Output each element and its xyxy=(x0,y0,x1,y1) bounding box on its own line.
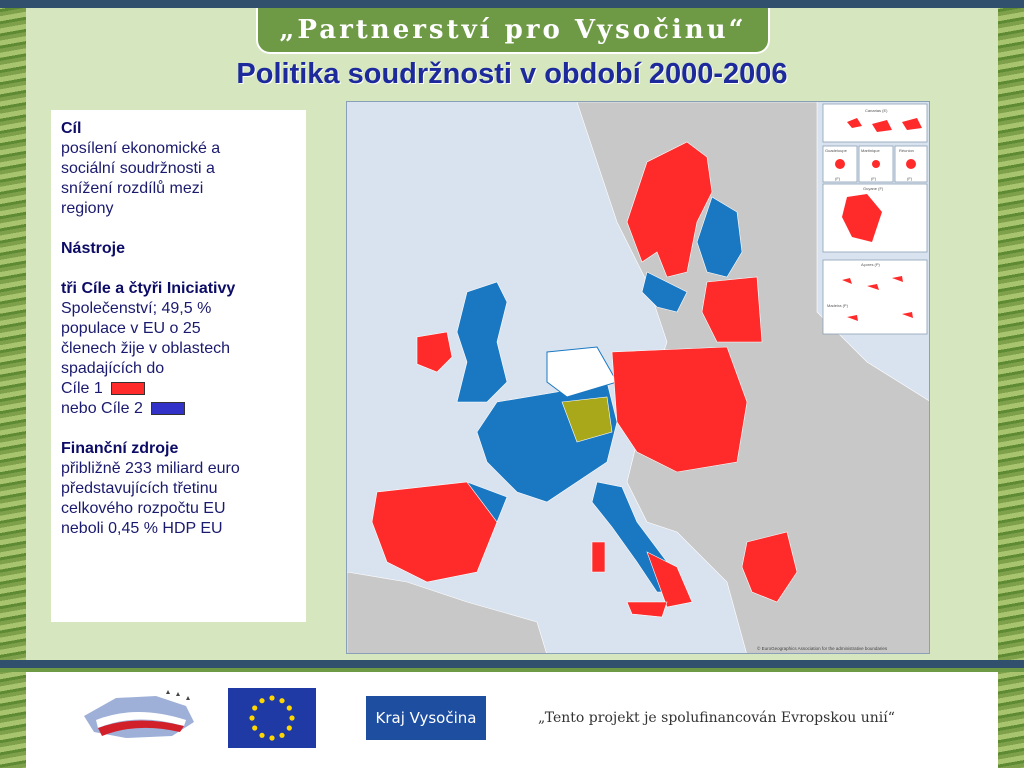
kraj-logo-text: Kraj Vysočina xyxy=(375,709,477,727)
eu-flag-logo xyxy=(228,688,316,748)
inset-label: Réunion xyxy=(899,148,914,153)
tools-line: členech žije v oblastech xyxy=(61,340,230,357)
region-sardinia xyxy=(592,542,605,572)
decorative-border-left xyxy=(0,0,26,768)
inset-martinique-island xyxy=(872,160,880,168)
finance-line: přibližně 233 miliard euro xyxy=(61,460,240,477)
inset-label: Açores (P) xyxy=(861,262,880,267)
goal-line: posílení ekonomické a xyxy=(61,140,221,157)
map-svg xyxy=(347,102,930,654)
eu-star xyxy=(252,725,257,730)
finance-line: celkového rozpočtu EU xyxy=(61,500,226,517)
eu-star xyxy=(287,705,292,710)
inset-label: Madeira (P) xyxy=(827,303,848,308)
banner-text: „Partnerství pro Vysočinu“ xyxy=(279,15,747,45)
inset-reunion-island xyxy=(906,159,916,169)
eu-star xyxy=(269,695,274,700)
decorative-border-right xyxy=(998,0,1024,768)
legend-goal1-label: Cíle 1 xyxy=(61,380,103,397)
tools-sub-heading: tři Cíle a čtyři Iniciativy xyxy=(61,280,236,297)
eu-star xyxy=(249,715,254,720)
inset-azores-madeira xyxy=(823,260,927,334)
inset-code: (F) xyxy=(871,176,877,181)
kraj-vysocina-logo xyxy=(366,696,486,740)
inset-code: (F) xyxy=(907,176,913,181)
goal-line: regiony xyxy=(61,200,114,217)
tools-line: spadajících do xyxy=(61,360,165,377)
eu-star xyxy=(279,698,284,703)
czech-presidency-logo xyxy=(76,686,202,746)
tools-line: populace v EU o 25 xyxy=(61,320,201,337)
finance-line: představujících třetinu xyxy=(61,480,218,497)
eu-star xyxy=(252,705,257,710)
slide-title: Politika soudržnosti v období 2000-2006 xyxy=(236,58,788,90)
inset-label: Guadeloupe xyxy=(825,148,847,153)
inset-label: Martinique xyxy=(861,148,880,153)
header-banner xyxy=(256,8,770,54)
goal-line: sociální soudržnosti a xyxy=(61,160,215,177)
eu-star xyxy=(287,725,292,730)
info-panel xyxy=(51,110,306,622)
eu-regions-map xyxy=(346,101,930,654)
legend-goal2-label: nebo Cíle 2 xyxy=(61,400,143,417)
inset-guadeloupe-island xyxy=(835,159,845,169)
map-copyright: © EuroGeographics Association for the administrative boundaries xyxy=(757,646,888,651)
finance-heading: Finanční zdroje xyxy=(61,440,179,457)
legend-goal1-row xyxy=(61,379,296,399)
tools-heading: Nástroje xyxy=(61,240,126,257)
goal-heading: Cíl xyxy=(61,120,82,137)
legend-goal2-swatch xyxy=(151,402,185,415)
logo-stars xyxy=(166,690,190,700)
top-stripe xyxy=(0,0,1024,8)
inset-code: (F) xyxy=(835,176,841,181)
eu-stars-icon xyxy=(228,688,316,748)
eu-star xyxy=(259,733,264,738)
eu-star xyxy=(269,735,274,740)
footer xyxy=(26,672,998,768)
eu-star xyxy=(259,698,264,703)
legend-goal1-swatch xyxy=(111,382,145,395)
finance-line: neboli 0,45 % HDP EU xyxy=(61,520,223,537)
eu-star xyxy=(289,715,294,720)
inset-label: Guyane (F) xyxy=(863,186,884,191)
footer-quote: „Tento projekt je spolufinancován Evropskou unií“ xyxy=(538,710,895,726)
eu-star xyxy=(279,733,284,738)
legend-goal2-row xyxy=(61,399,296,419)
inset-label: Canarias (E) xyxy=(865,108,888,113)
goal-line: snížení rozdílů mezi xyxy=(61,180,204,197)
tools-line: Společenství; 49,5 % xyxy=(61,300,212,317)
